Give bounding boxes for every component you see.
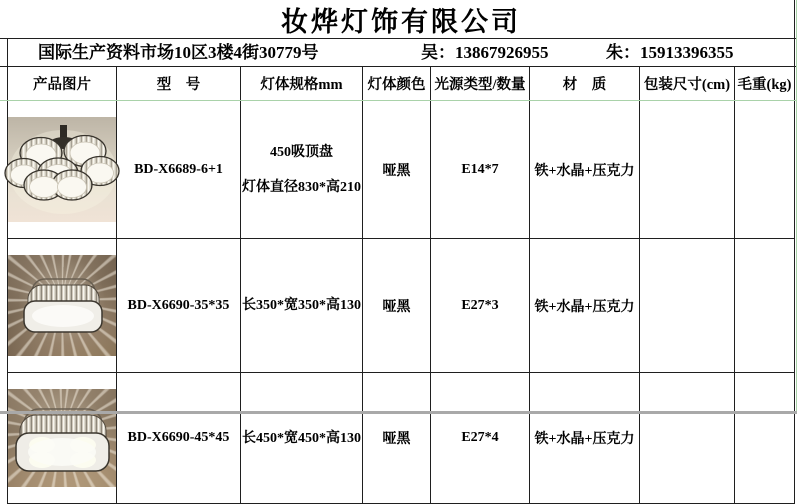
col-header-material: 材 质 bbox=[530, 67, 640, 101]
cell-material: 铁+水晶+压克力 bbox=[530, 373, 640, 504]
col-header-spec: 灯体规格mm bbox=[241, 67, 363, 101]
company-title: 妆烨灯饰有限公司 bbox=[281, 6, 521, 37]
col-header-package-size: 包装尺寸(cm) bbox=[640, 67, 735, 101]
cell-gross-weight bbox=[735, 373, 795, 504]
cell-light-source: E14*7 bbox=[431, 101, 530, 239]
col-header-photo: 产品图片 bbox=[8, 67, 117, 101]
green-gridline-horizontal bbox=[0, 100, 797, 101]
market-address: 国际生产资料市场10区3楼4街30779号 bbox=[38, 43, 319, 62]
ceiling-lamp-illustration bbox=[8, 117, 116, 222]
cell-spec: 长350*宽350*高130 bbox=[241, 239, 363, 373]
cell-gross-weight bbox=[735, 101, 795, 239]
table-row bbox=[8, 239, 795, 373]
green-gridline-vertical bbox=[796, 0, 797, 414]
cell-package-size bbox=[640, 101, 735, 239]
bottom-gray-strip bbox=[0, 411, 797, 414]
col-header-gross-weight: 毛重(kg) bbox=[735, 67, 795, 101]
ceiling-lamp-illustration bbox=[8, 255, 116, 356]
header-row bbox=[8, 67, 795, 101]
cell-body-color: 哑黑 bbox=[363, 373, 431, 504]
cell-model: BD-X6689-6+1 bbox=[117, 101, 241, 239]
contact-phone-zhu: 朱：15913396355 bbox=[606, 43, 734, 62]
cell-body-color: 哑黑 bbox=[363, 239, 431, 373]
product-photo-square-lamp-450 bbox=[8, 389, 116, 487]
table-row bbox=[8, 101, 795, 239]
title-row bbox=[8, 0, 794, 38]
contact-phone-wu: 吴：13867926955 bbox=[421, 43, 549, 62]
product-table bbox=[7, 66, 795, 504]
cell-spec: 长450*宽450*高130 bbox=[241, 373, 363, 504]
col-header-light-source: 光源类型/数量 bbox=[431, 67, 530, 101]
col-header-body-color: 灯体颜色 bbox=[363, 67, 431, 101]
cell-material: 铁+水晶+压克力 bbox=[530, 101, 640, 239]
cell-gross-weight bbox=[735, 239, 795, 373]
cell-model: BD-X6690-35*35 bbox=[117, 239, 241, 373]
cell-package-size bbox=[640, 239, 735, 373]
ceiling-lamp-illustration bbox=[8, 389, 116, 487]
cell-spec: 450吸顶盘 灯体直径830*高210 bbox=[241, 101, 363, 239]
product-photo-round-cluster-lamp bbox=[8, 117, 116, 222]
contact-info-row bbox=[0, 38, 797, 66]
table-row bbox=[8, 373, 795, 504]
cell-light-source: E27*3 bbox=[431, 239, 530, 373]
cell-body-color: 哑黑 bbox=[363, 101, 431, 239]
product-photo-square-lamp-350 bbox=[8, 255, 116, 356]
cell-material: 铁+水晶+压克力 bbox=[530, 239, 640, 373]
cell-light-source: E27*4 bbox=[431, 373, 530, 504]
cell-model: BD-X6690-45*45 bbox=[117, 373, 241, 504]
cell-package-size bbox=[640, 373, 735, 504]
col-header-model: 型 号 bbox=[117, 67, 241, 101]
